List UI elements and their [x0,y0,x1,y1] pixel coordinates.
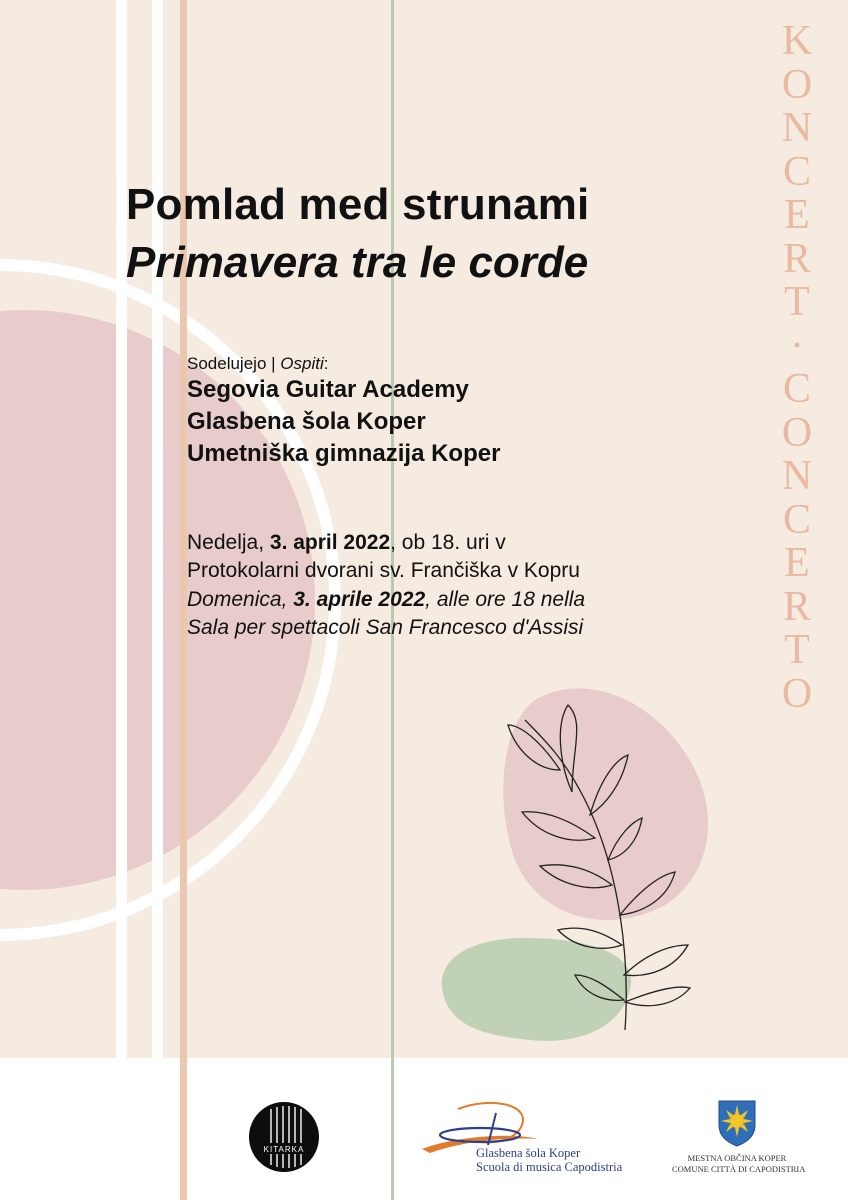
guest-item: Glasbena šola Koper [187,408,426,435]
event-venue-slovene: Protokolarni dvorani sv. Frančiška v Kopru [187,559,580,582]
vertical-letter: R [782,583,811,630]
white-stripe-left [116,0,127,1058]
kitarka-logo [248,1101,320,1173]
vertical-letter: R [782,235,811,282]
vertical-letter: E [784,540,810,586]
vertical-letter: E [784,192,810,238]
vertical-letter: · [790,322,804,369]
event-date-bold-slovene: 3. april 2022 [269,531,391,554]
vertical-concert-text [772,20,822,716]
school-name-italian: Scuola di musica Capodistria [476,1160,623,1174]
event-date-bold-italian: 3. aprile 2022 [293,588,426,611]
vertical-letter: T [784,279,810,325]
event-date-slovene [187,529,506,557]
white-stripe-right [152,0,163,1058]
event-day-italian: Domenica, [187,588,294,611]
guests-label [187,354,328,374]
municipality-name-slovene: MESTNA OBČINA KOPER [687,1153,787,1163]
vertical-letter: C [782,148,811,195]
guest-item: Umetniška gimnazija Koper [187,440,501,467]
event-day-slovene: Nedelja, [187,531,270,554]
vertical-letter: O [781,409,813,456]
vertical-letter: K [781,18,813,64]
title-italian: Primavera tra le corde [126,238,589,287]
vertical-letter: T [784,627,810,673]
title-slovene: Pomlad med strunami [126,180,590,229]
event-time-italian: , alle ore 18 nella [425,588,586,611]
vertical-letter: O [781,61,813,108]
guests-label-separator: | [266,354,281,373]
pink-blob [503,688,708,920]
green-blob [442,938,631,1041]
vertical-letter: N [781,453,813,499]
guest-item: Segovia Guitar Academy [187,376,469,403]
guests-label-slovene: Sodelujejo [187,354,267,373]
vertical-letter: C [782,496,811,543]
vertical-letter: N [781,105,813,151]
vertical-letter: O [781,670,813,717]
event-date-italian [187,586,585,614]
event-time-slovene: , ob 18. uri v [390,531,506,554]
municipality-name-italian: COMUNE CITTÀ DI CAPODISTRIA [672,1164,806,1174]
guests-label-italian: Ospiti [280,354,324,373]
koper-coat-of-arms-icon [717,1099,757,1147]
event-venue-italian: Sala per spettacoli San Francesco d'Assisi [187,616,584,639]
school-name-slovene: Glasbena šola Koper [476,1146,581,1160]
kitarka-logo-text: KITARKA [263,1145,305,1154]
guests-label-colon: : [323,354,329,373]
vertical-letter: C [782,366,811,412]
